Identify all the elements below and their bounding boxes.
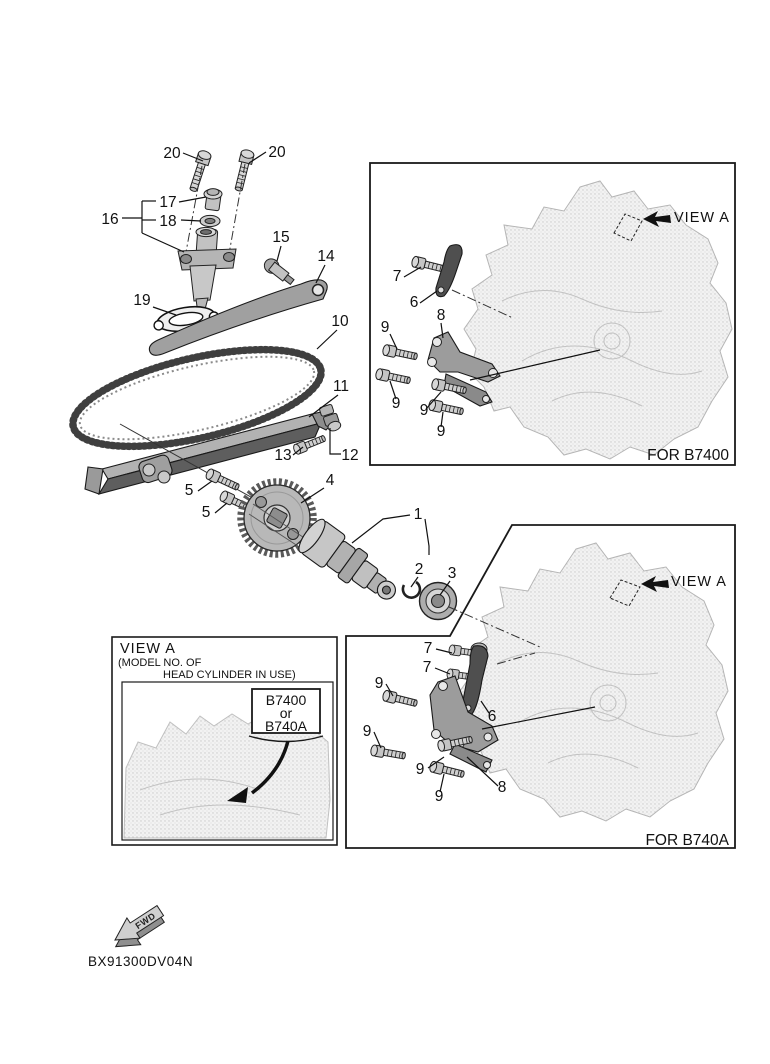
box-for-b740a: [346, 525, 735, 849]
callout-label: 7: [392, 268, 402, 285]
part-18-gasket-washer: [200, 215, 220, 226]
callout-label: 18: [159, 213, 177, 230]
callout-label: 13: [274, 447, 292, 464]
callout-label: 9: [419, 402, 429, 419]
view-a-label: VIEW A: [671, 574, 727, 590]
part-2-clip: [403, 582, 420, 598]
callout-label: 8: [436, 307, 446, 324]
part-16-tensioner-body: [178, 227, 236, 317]
part-5-bolt: [205, 468, 241, 493]
callout-label: 8: [497, 779, 507, 796]
callout-label: 7: [422, 659, 432, 676]
fwd-marker: [106, 901, 170, 957]
callout-label: 4: [325, 472, 335, 489]
callout-label: 20: [268, 144, 286, 161]
callout-label: 2: [414, 561, 424, 578]
part-1-camshaft: [295, 516, 406, 612]
model-number: B740A: [264, 718, 308, 734]
callout-label: 19: [133, 292, 151, 309]
callout-label: 12: [341, 447, 359, 464]
callout-label: 7: [423, 640, 433, 657]
callout-label: 5: [201, 504, 211, 521]
part-17-union-bolt: [204, 189, 222, 211]
callout-label: 3: [447, 565, 457, 582]
callout-label: 9: [380, 319, 390, 336]
callout-label: 14: [317, 248, 335, 265]
inset-view-a: [112, 637, 337, 845]
box-for-b7400: [370, 163, 735, 465]
part-3-bearing: [420, 583, 457, 620]
inset-title: VIEW A: [120, 641, 176, 657]
callout-label: 5: [184, 482, 194, 499]
inset-subtitle: HEAD CYLINDER IN USE): [163, 669, 296, 681]
model-number: or: [279, 705, 293, 721]
box-caption: FOR B740A: [645, 832, 729, 849]
callout-label: 11: [332, 378, 350, 395]
callout-label: 9: [374, 675, 384, 692]
callout-label: 9: [415, 761, 425, 778]
callout-label: 9: [436, 423, 446, 440]
callout-label: 10: [331, 313, 349, 330]
model-number: B7400: [265, 692, 307, 708]
fwd-label: FWD: [133, 910, 158, 931]
callout-label: 1: [413, 506, 423, 523]
callout-label: 9: [362, 723, 372, 740]
box-caption: FOR B7400: [647, 447, 729, 464]
inset-subtitle: (MODEL NO. OF: [118, 657, 202, 669]
callout-label: 16: [101, 211, 119, 228]
part-15-tensioner-plunger: [261, 256, 296, 288]
bolt-axis-line: [229, 164, 245, 254]
view-a-label: VIEW A: [674, 210, 730, 226]
drawing-code: BX91300DV04N: [88, 954, 194, 969]
callout-label: 6: [487, 708, 497, 725]
callout-label: 20: [163, 145, 181, 162]
callout-label: 17: [159, 194, 177, 211]
callout-label: 9: [391, 395, 401, 412]
callout-label: 15: [272, 229, 290, 246]
callout-label: 6: [409, 294, 419, 311]
callout-label: 9: [434, 788, 444, 805]
